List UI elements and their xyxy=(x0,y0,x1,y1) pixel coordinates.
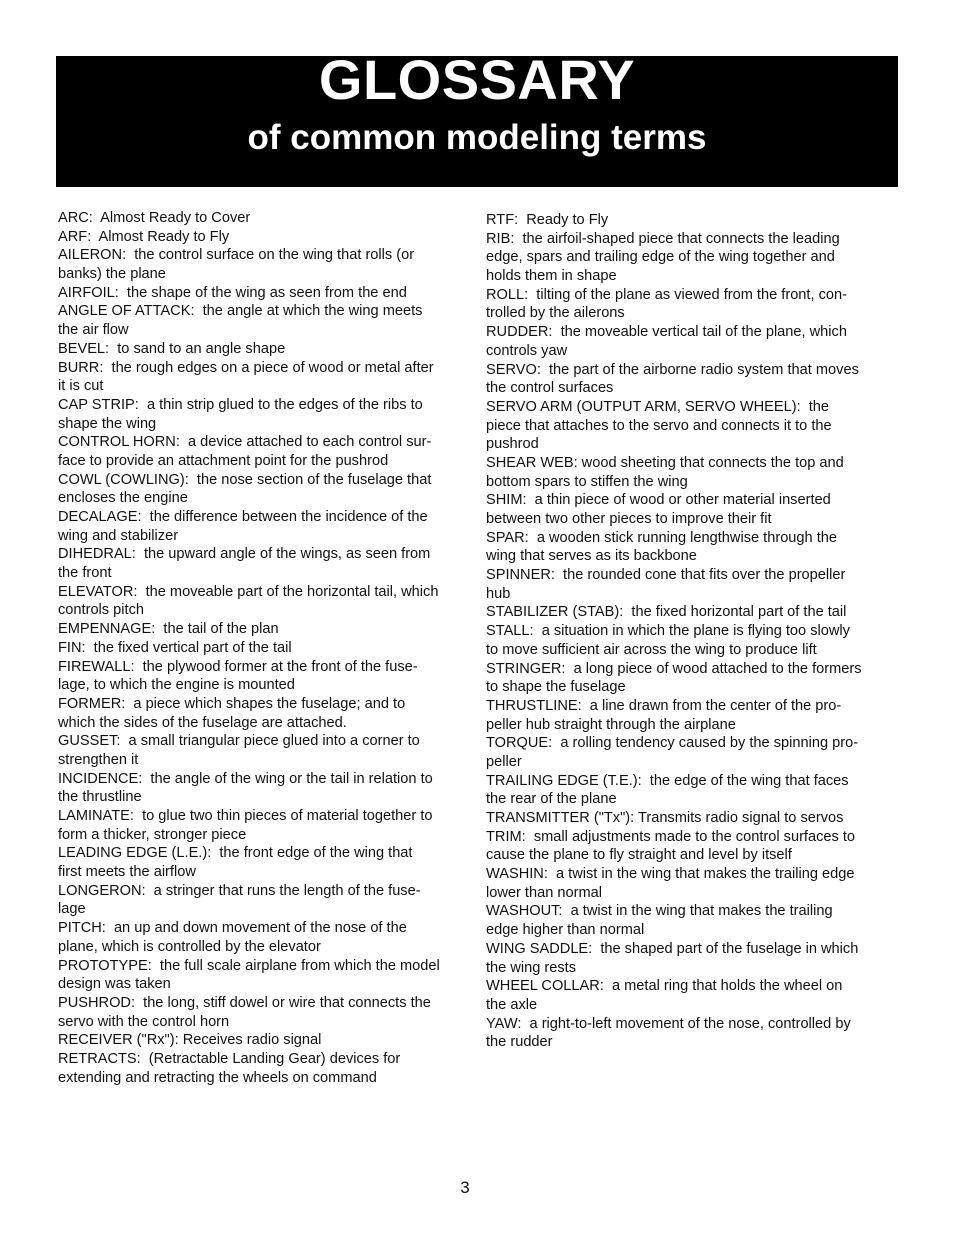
page-number: 3 xyxy=(460,1178,470,1197)
glossary-line: form a thicker, stronger piece xyxy=(58,826,247,843)
glossary-line: shape the wing xyxy=(58,415,157,432)
glossary-line: edge, spars and trailing edge of the wing together and xyxy=(486,249,835,266)
glossary-line: PROTOTYPE: the full scale airplane from which the model xyxy=(58,957,440,974)
glossary-line: the rear of the plane xyxy=(486,791,617,808)
glossary-line: ROLL: tilting of the plane as viewed from the front, con- xyxy=(486,286,847,303)
glossary-line: WASHOUT: a twist in the wing that makes the trailing xyxy=(486,903,833,920)
glossary-line: pushrod xyxy=(486,436,539,453)
glossary-line: wing that serves as its backbone xyxy=(486,548,697,565)
glossary-line: to move sufficient air across the wing to produce lift xyxy=(486,641,817,658)
glossary-line: WING SADDLE: the shaped part of the fuselage in which xyxy=(486,940,859,957)
glossary-line: the control surfaces xyxy=(486,380,614,397)
glossary-line: peller hub straight through the airplane xyxy=(486,716,736,733)
glossary-line: bottom spars to stiffen the wing xyxy=(486,473,688,490)
glossary-line: the axle xyxy=(486,996,538,1013)
glossary-line: SERVO: the part of the airborne radio system that moves xyxy=(486,361,859,378)
glossary-line: CAP STRIP: a thin strip glued to the edges of the ribs to xyxy=(58,396,423,413)
glossary-line: between two other pieces to improve their fit xyxy=(486,511,772,527)
glossary-line: DECALAGE: the difference between the incidence of the xyxy=(58,509,428,525)
glossary-line: design was taken xyxy=(58,976,171,993)
glossary-line: extending and retracting the wheels on command xyxy=(58,1069,377,1086)
glossary-line: FIREWALL: the plywood former at the front of the fuse- xyxy=(58,658,418,675)
glossary-line: lower than normal xyxy=(486,884,602,901)
glossary-line: STRINGER: a long piece of wood attached to the formers xyxy=(486,660,862,677)
glossary-line: RIB: the airfoil-shaped piece that connects the leading xyxy=(486,230,840,247)
glossary-line: holds them in shape xyxy=(486,268,617,285)
glossary-line: lage xyxy=(58,901,86,918)
glossary-line: SHIM: a thin piece of wood or other material inserted xyxy=(486,492,831,509)
glossary-line: SERVO ARM (OUTPUT ARM, SERVO WHEEL): the xyxy=(486,398,830,415)
glossary-line: GUSSET: a small triangular piece glued into a corner to xyxy=(58,733,420,750)
glossary-line: ANGLE OF ATTACK: the angle at which the wing meets xyxy=(58,303,423,320)
glossary-line: THRUSTLINE: a line drawn from the center of the pro- xyxy=(486,697,842,714)
glossary-line: plane, which is controlled by the elevator xyxy=(58,938,321,955)
glossary-header-banner xyxy=(56,48,898,187)
glossary-line: EMPENNAGE: the tail of the plan xyxy=(58,621,279,638)
glossary-line: the air flow xyxy=(58,322,129,339)
glossary-line: banks) the plane xyxy=(58,266,166,283)
page-title: GLOSSARY xyxy=(318,48,636,111)
glossary-line: SPINNER: the rounded cone that fits over the propeller xyxy=(486,567,846,584)
glossary-line: strengthen it xyxy=(58,751,139,768)
glossary-line: WHEEL COLLAR: a metal ring that holds the wheel on xyxy=(486,978,843,995)
glossary-line: COWL (COWLING): the nose section of the fuselage that xyxy=(58,471,432,488)
glossary-line: ELEVATOR: the moveable part of the horizontal tail, which xyxy=(58,583,439,600)
glossary-line: RECEIVER ("Rx"): Receives radio signal xyxy=(58,1032,322,1049)
glossary-line: lage, to which the engine is mounted xyxy=(58,677,295,694)
glossary-line: FORMER: a piece which shapes the fuselage; and to xyxy=(58,695,406,712)
glossary-line: the front xyxy=(58,565,112,582)
glossary-line: SHEAR WEB: wood sheeting that connects the top and xyxy=(486,454,844,471)
glossary-line: TRANSMITTER ("Tx"): Transmits radio signal to servos xyxy=(486,810,844,826)
glossary-line: cause the plane to fly straight and level by itself xyxy=(486,847,792,864)
glossary-line: LEADING EDGE (L.E.): the front edge of the wing that xyxy=(58,845,413,862)
glossary-line: face to provide an attachment point for the pushrod xyxy=(58,452,389,469)
glossary-line: trolled by the ailerons xyxy=(486,305,625,322)
glossary-line: PITCH: an up and down movement of the nose of the xyxy=(58,920,407,937)
glossary-line: TRAILING EDGE (T.E.): the edge of the wing that faces xyxy=(486,772,849,789)
glossary-line: the thrustline xyxy=(58,789,142,806)
glossary-line: which the sides of the fuselage are attached. xyxy=(58,714,347,731)
glossary-line: TRIM: small adjustments made to the control surfaces to xyxy=(486,828,856,845)
glossary-line: the wing rests xyxy=(486,959,577,976)
glossary-line: STALL: a situation in which the plane is flying too slowly xyxy=(486,623,850,640)
glossary-line: controls pitch xyxy=(58,602,144,619)
glossary-line: STABILIZER (STAB): the fixed horizontal part of the tail xyxy=(486,604,847,621)
glossary-line: AIRFOIL: the shape of the wing as seen from the end xyxy=(58,284,407,301)
glossary-line: INCIDENCE: the angle of the wing or the tail in relation to xyxy=(58,770,433,787)
glossary-line: CONTROL HORN: a device attached to each control sur- xyxy=(58,434,432,451)
glossary-line: FIN: the fixed vertical part of the tail xyxy=(58,639,292,656)
glossary-line: hub xyxy=(486,585,511,602)
glossary-line: encloses the engine xyxy=(58,490,188,507)
glossary-line: YAW: a right-to-left movement of the nose, controlled by xyxy=(486,1015,851,1032)
glossary-line: ARF: Almost Ready to Fly xyxy=(58,228,230,245)
glossary-line: first meets the airflow xyxy=(58,864,196,881)
glossary-line: LONGERON: a stringer that runs the length of the fuse- xyxy=(58,882,421,899)
glossary-line: PUSHROD: the long, stiff dowel or wire that connects the xyxy=(58,994,431,1011)
glossary-line: edge higher than normal xyxy=(486,922,645,939)
glossary-line: SPAR: a wooden stick running lengthwise through the xyxy=(486,529,837,546)
glossary-line: ARC: Almost Ready to Cover xyxy=(58,210,251,226)
glossary-right-column xyxy=(486,211,896,1052)
glossary-line: peller xyxy=(486,753,522,770)
glossary-line: RTF: Ready to Fly xyxy=(486,212,609,228)
glossary-line: the rudder xyxy=(486,1034,553,1051)
glossary-line: to shape the fuselage xyxy=(486,679,626,696)
glossary-line: BEVEL: to sand to an angle shape xyxy=(58,340,286,357)
glossary-line: controls yaw xyxy=(486,342,568,359)
glossary-line: RUDDER: the moveable vertical tail of the plane, which xyxy=(486,324,847,341)
glossary-left-column xyxy=(58,209,474,1087)
glossary-line: WASHIN: a twist in the wing that makes the trailing edge xyxy=(486,866,855,883)
glossary-line: AILERON: the control surface on the wing that rolls (or xyxy=(58,247,415,264)
glossary-line: RETRACTS: (Retractable Landing Gear) devices for xyxy=(58,1050,401,1067)
glossary-line: it is cut xyxy=(58,378,104,395)
glossary-line: servo with the control horn xyxy=(58,1013,230,1030)
glossary-line: LAMINATE: to glue two thin pieces of material together to xyxy=(58,808,433,824)
glossary-line: TORQUE: a rolling tendency caused by the spinning pro- xyxy=(486,735,859,752)
glossary-line: wing and stabilizer xyxy=(58,527,179,544)
page-subtitle: of common modeling terms xyxy=(247,118,707,157)
glossary-line: piece that attaches to the servo and connects it to the xyxy=(486,417,832,434)
glossary-line: BURR: the rough edges on a piece of wood or metal after xyxy=(58,359,434,376)
glossary-line: DIHEDRAL: the upward angle of the wings, as seen from xyxy=(58,546,431,563)
